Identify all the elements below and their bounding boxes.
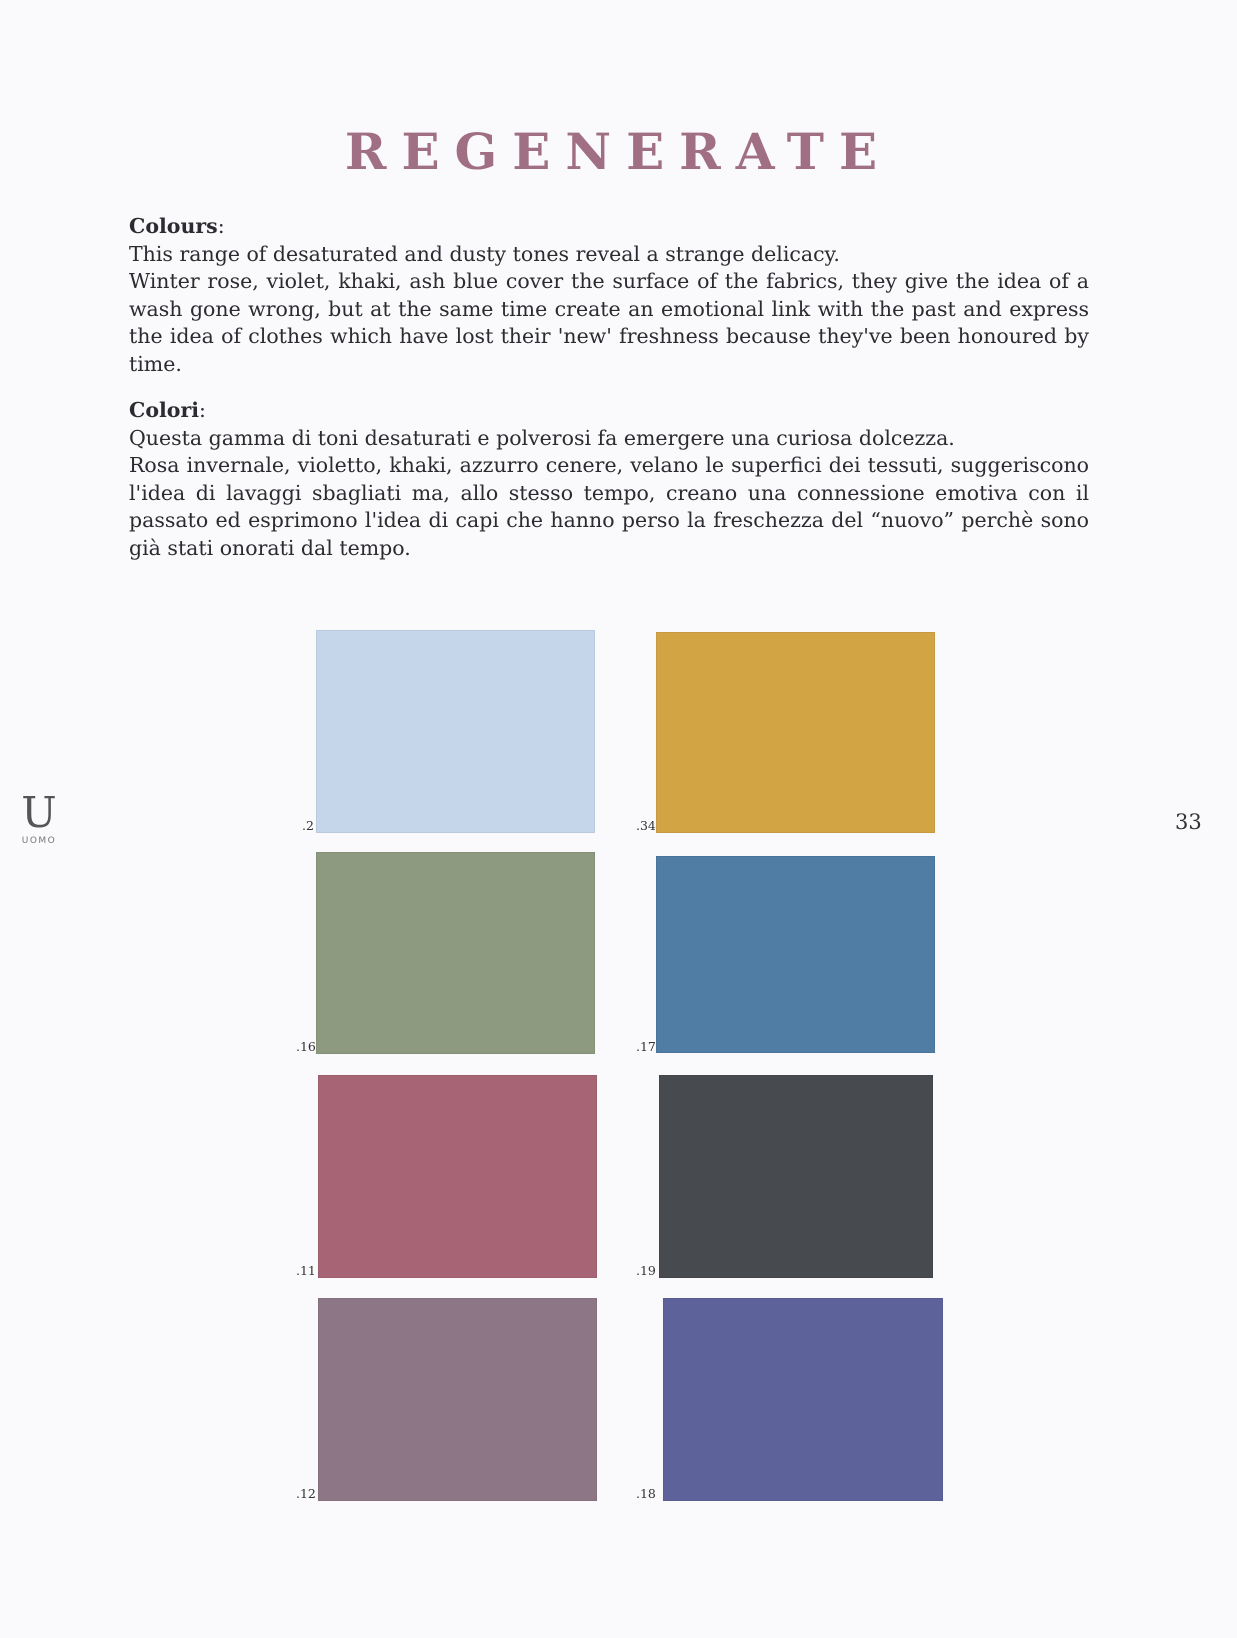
italian-description (129, 397, 1089, 562)
swatch-label-18: .18 (636, 1486, 656, 1501)
italian-heading: Colori (129, 398, 200, 422)
italian-paragraph-1: Questa gamma di toni desaturati e polverosi fa emergere una curiosa dolcezza. (129, 425, 955, 450)
swatch-label-19: .19 (636, 1263, 656, 1278)
italian-paragraph-2: Rosa invernale, violetto, khaki, azzurro cenere, velano le superfici dei tessuti, suggeriscono l'idea di lavaggi sbagliati ma, allo stesso tempo, creano una connessione emotiva con il passato ed esprimono l'idea di capi che hanno perso la freschezza del “nuovo” perchè sono già stati onorati dal tempo. (129, 453, 1089, 560)
page-title: REGENERATE (344, 122, 893, 181)
swatch-label-16: .16 (296, 1039, 316, 1054)
page-number: 33 (1175, 810, 1202, 834)
swatch-2 (316, 630, 595, 833)
swatch-34 (656, 632, 935, 833)
uomo-logo (14, 788, 64, 846)
swatch-label-11: .11 (296, 1263, 316, 1278)
logo-word: UOMO (21, 836, 57, 846)
english-heading-colon: : (217, 214, 225, 238)
swatch-18 (663, 1298, 943, 1501)
swatch-11 (318, 1075, 597, 1278)
english-paragraph-2: Winter rose, violet, khaki, ash blue cover the surface of the fabrics, they give the idea of a wash gone wrong, but at the same time create an emotional link with the past and express the idea of clothes which have lost their 'new' freshness because they've been honoured by time. (129, 269, 1089, 376)
logo-letter: U (21, 788, 57, 837)
english-paragraph-1: This range of desaturated and dusty tones reveal a strange delicacy. (129, 241, 840, 266)
swatch-16 (316, 852, 595, 1054)
english-description (129, 213, 1089, 378)
swatch-19 (659, 1075, 933, 1278)
swatch-17 (656, 856, 935, 1053)
swatch-label-17: .17 (636, 1039, 656, 1054)
swatch-label-12: .12 (296, 1486, 316, 1501)
english-heading: Colours (129, 214, 218, 238)
swatch-label-2: .2 (302, 818, 314, 833)
italian-heading-colon: : (199, 398, 206, 422)
swatch-12 (318, 1298, 597, 1501)
swatch-label-34: .34 (636, 818, 656, 833)
